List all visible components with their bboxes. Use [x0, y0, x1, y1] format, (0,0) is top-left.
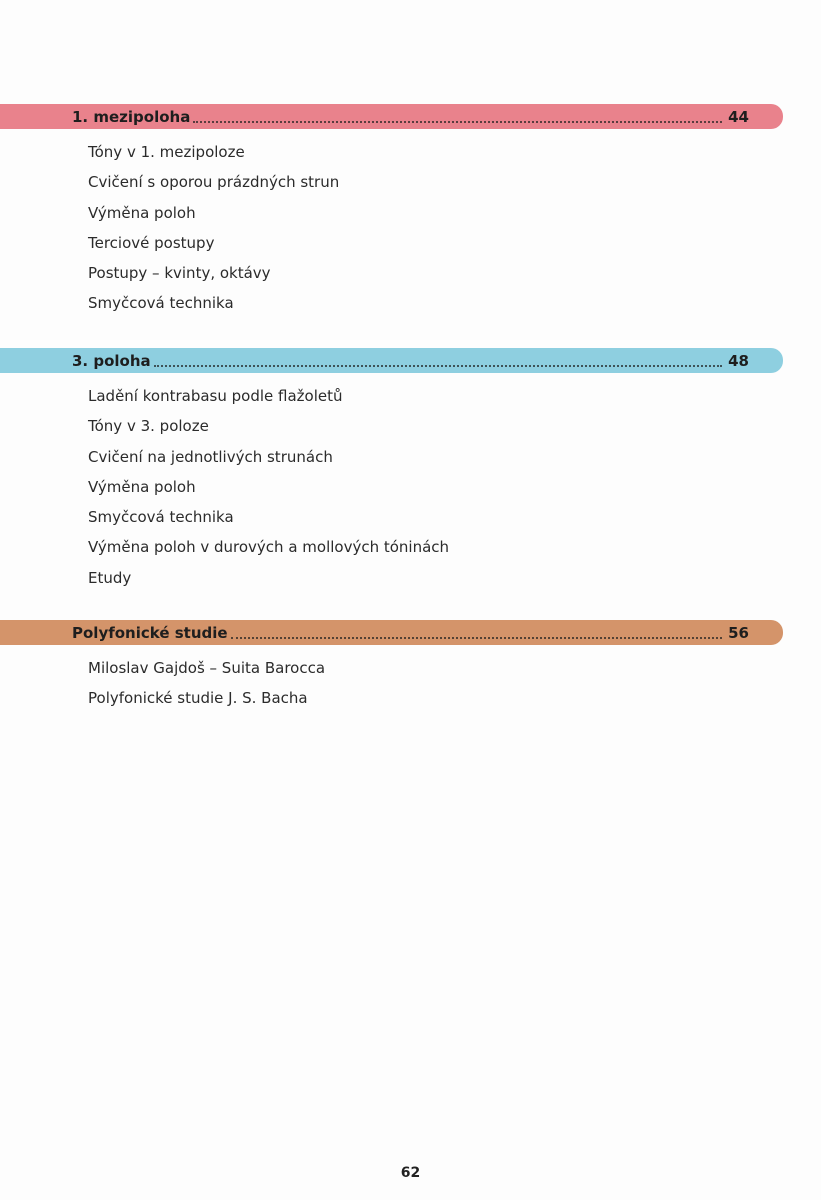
toc-item[interactable]: Postupy – kvinty, oktávy	[88, 264, 271, 283]
toc-item[interactable]: Polyfonické studie J. S. Bacha	[88, 689, 308, 708]
toc-item[interactable]: Výměna poloh v durových a mollových tóninách	[88, 538, 450, 557]
section-page-number: 56	[728, 623, 749, 642]
section-title: Polyfonické studie	[72, 623, 228, 642]
section-item-list	[0, 373, 783, 593]
page-number: 62	[400, 1165, 421, 1181]
dot-leader	[231, 636, 723, 639]
dot-leader	[154, 364, 722, 367]
section-header-bar[interactable]	[0, 348, 783, 373]
section-item-list	[0, 645, 783, 714]
section-title: 3. poloha	[72, 351, 151, 370]
section-page-number: 48	[728, 351, 749, 370]
toc-section-polyfonicke-studie	[0, 620, 783, 714]
toc-item[interactable]: Tóny v 1. mezipoloze	[88, 143, 245, 161]
toc-item[interactable]: Ladění kontrabasu podle flažoletů	[88, 387, 343, 405]
toc-section-3-poloha	[0, 348, 783, 593]
toc-item[interactable]: Cvičení s oporou prázdných strun	[88, 173, 340, 192]
section-page-number: 44	[728, 107, 749, 126]
section-title: 1. mezipoloha	[72, 107, 191, 126]
toc-section-1-mezipoloha	[0, 104, 783, 319]
section-header-bar[interactable]	[0, 620, 783, 645]
toc-item[interactable]: Smyčcová technika	[88, 508, 234, 527]
toc-item[interactable]: Miloslav Gajdoš – Suita Barocca	[88, 659, 326, 677]
toc-item[interactable]: Výměna poloh	[88, 203, 196, 222]
toc-item[interactable]: Výměna poloh	[88, 477, 196, 496]
dot-leader	[193, 120, 722, 123]
toc-item[interactable]: Terciové postupy	[88, 233, 215, 252]
section-header-bar[interactable]	[0, 104, 783, 129]
toc-item[interactable]: Smyčcová technika	[88, 294, 234, 313]
section-item-list	[0, 129, 783, 319]
toc-item[interactable]: Tóny v 3. poloze	[88, 417, 209, 436]
toc-item[interactable]: Etudy	[88, 568, 132, 587]
toc-item[interactable]: Cvičení na jednotlivých strunách	[88, 447, 333, 466]
